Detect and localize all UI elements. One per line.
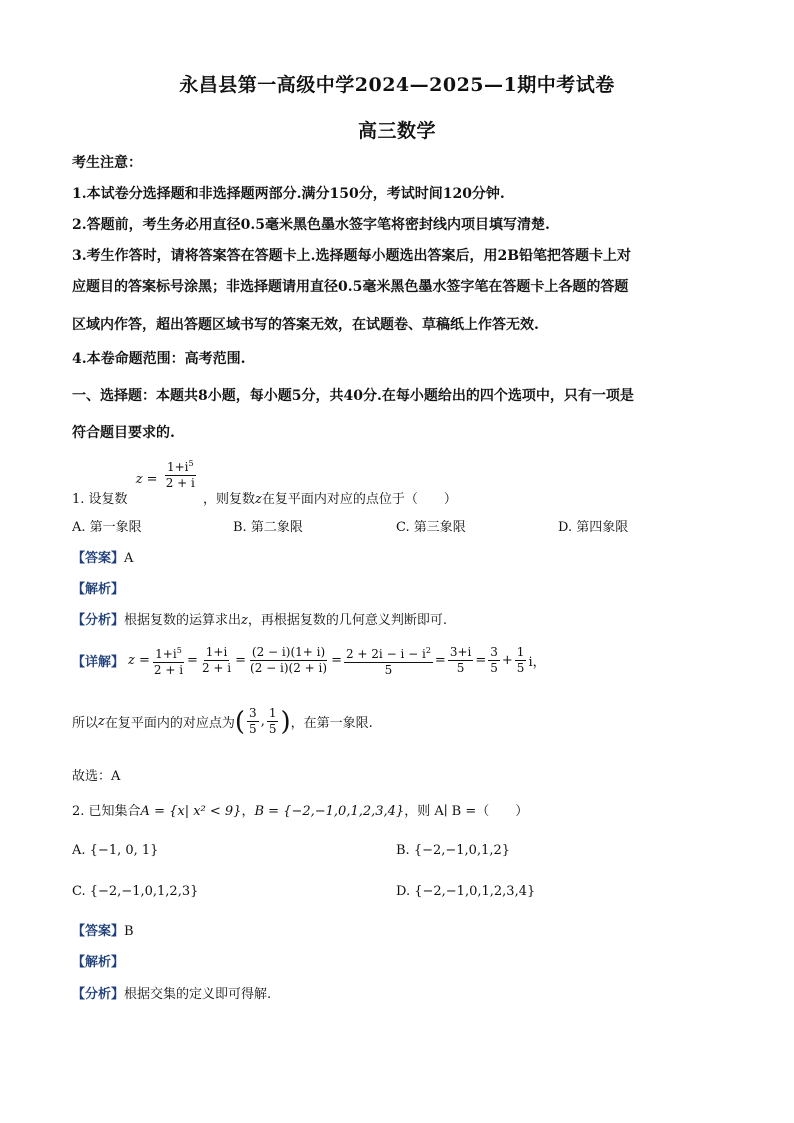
point-c: ，在第一象限. <box>290 716 373 731</box>
question-1-fenxi-a: 根据复数的运算求出 <box>124 613 242 628</box>
detail-fraction-6 <box>488 645 500 676</box>
detail-fraction-7 <box>515 645 527 676</box>
detail-fraction-7-den: 5 <box>516 661 525 675</box>
detail-tail: i， <box>528 655 546 670</box>
question-2-answer-value: B <box>124 924 134 939</box>
question-1-option-d: D. 第四象限 <box>558 520 629 535</box>
point-x-num: 3 <box>249 706 257 720</box>
detail-tag: 【详解】 <box>72 655 125 670</box>
point-z: z <box>98 714 105 729</box>
question-2-option-a: A. {−1, 0, 1} <box>72 843 159 858</box>
notice-item-3-line-2: 应题目的答案标号涂黑；非选择题请用直径0.5毫米黑色墨水签字笔在答题卡上各题的答题 <box>72 279 629 295</box>
detail-fraction-3-den: (2 − i)(2 + i) <box>250 661 328 675</box>
detail-fraction-4-num: 2 + 2i − i − i <box>345 647 426 661</box>
section-1-instructions-line-2: 符合题目要求的. <box>72 425 175 441</box>
question-1-fraction-numerator: 1+i <box>166 460 189 474</box>
question-1-z-eq: z = <box>135 472 158 487</box>
detail-fraction-1-num: 1+i <box>155 647 177 661</box>
question-1-answer-value: A <box>124 551 134 566</box>
detail-fraction-7-num: 1 <box>516 645 525 659</box>
question-1-fraction <box>164 456 197 491</box>
detail-fraction-3 <box>248 645 329 676</box>
notice-heading: 考生注意： <box>72 155 142 171</box>
question-2-fenxi-text: 根据交集的定义即可得解. <box>124 987 272 1002</box>
detail-fraction-6-den: 5 <box>490 661 498 675</box>
question-1-option-b: B. 第二象限 <box>233 520 303 535</box>
answer-tag: 【答案】 <box>72 551 125 566</box>
question-2-option-b: B. {−2,−1,0,1,2} <box>396 843 511 858</box>
question-1-fraction-exponent: 5 <box>188 459 194 468</box>
detail-fraction-1 <box>152 643 185 678</box>
detail-plus: + <box>501 653 513 668</box>
question-2-stem <box>72 800 528 819</box>
detail-fraction-4 <box>344 643 433 678</box>
detail-fraction-5-den: 5 <box>456 661 465 675</box>
point-x-den: 5 <box>249 722 257 736</box>
question-1-detail: 【详解】 z = $\frac{1+i^5}{2 + i}$ = $\frac{1+i}{2 + i}$ = $\frac{(2 - i)(1+ i)}{(2 - i)(2 + i)}$ = $\frac{2 + 2i - i - i^2}{5}$ = $\frac{3+i}{5}$ = $\frac{3}{5}$ + $\frac{1}{5}$ i， <box>72 645 546 677</box>
answer-tag: 【答案】 <box>72 924 125 939</box>
question-1-analysis-tag: 【解析】 <box>72 582 125 597</box>
question-1-option-c: C. 第三象限 <box>396 520 466 535</box>
fenxi-tag: 【分析】 <box>72 987 125 1002</box>
notice-item-4: 4.本卷命题范围：高考范围. <box>72 351 246 367</box>
question-2-comma: ， <box>241 804 255 819</box>
detail-z-eq: z = <box>128 653 150 668</box>
question-2-prefix: 2. 已知集合 <box>72 804 141 819</box>
notice-item-3-line-3: 区域内作答，超出答题区域书写的答案无效，在试题卷、草稿纸上作答无效. <box>72 317 539 333</box>
detail-fraction-4-exp: 2 <box>425 646 431 655</box>
question-1-prefix: 1. 设复数 <box>72 492 128 507</box>
question-1-choice: 故选：A <box>72 769 121 784</box>
point-x <box>247 706 259 737</box>
question-1-suffix-a: ，则复数 <box>203 492 256 507</box>
question-2-set-b: B = {−2,−1,0,1,2,3,4} <box>254 804 405 819</box>
question-2-answer <box>72 920 134 939</box>
question-1-fenxi-b: ，再根据复数的几何意义判断即可. <box>247 613 448 628</box>
question-1-option-a: A. 第一象限 <box>72 520 142 535</box>
question-2-suffix: ，则 A∣ B =（ ） <box>404 804 529 819</box>
detail-fraction-5-num: 3+i <box>449 645 472 659</box>
question-2-fenxi <box>72 983 271 1002</box>
question-1-suffix-b: 在复平面内对应的点位于（ ） <box>261 492 457 507</box>
detail-fraction-2-num: 1+i <box>205 645 228 659</box>
question-2-analysis-tag: 【解析】 <box>72 955 125 970</box>
point-y-num: 1 <box>268 706 277 720</box>
exam-subtitle: 高三数学 <box>357 120 436 142</box>
point-a: 所以 <box>72 716 99 731</box>
exam-title: 永昌县第一高级中学2024—2025—1期中考试卷 <box>179 74 615 96</box>
question-1-fenxi <box>72 609 447 628</box>
fenxi-tag: 【分析】 <box>72 613 125 628</box>
detail-fraction-4-den: 5 <box>384 663 393 677</box>
question-1-fenxi-z: z <box>241 613 248 628</box>
section-1-instructions-line-1: 一、选择题：本题共8小题，每小题5分，共40分.在每小题给出的四个选项中，只有一项是 <box>72 388 634 404</box>
question-1-stem <box>72 456 457 507</box>
point-b: 在复平面内的对应点为 <box>104 716 235 731</box>
question-1-z-var: z <box>255 492 262 507</box>
notice-item-2: 2.答题前，考生务必用直径0.5毫米黑色墨水签字笔将密封线内项目填写清楚. <box>72 217 550 233</box>
question-1-fraction-denominator: 2 + i <box>165 476 195 490</box>
notice-item-3-line-1: 3.考生作答时，请将答案答在答题卡上.选择题每小题选出答案后，用2B铅笔把答题卡上对 <box>72 248 632 264</box>
question-2-set-a: A = {x| x² < 9} <box>140 804 242 819</box>
question-1-point: 所以 z 在复平面内的对应点为 ( $\frac{3}{5}$ , $\frac{1}{5}$ ) ，在第一象限. <box>72 706 373 737</box>
detail-fraction-2-den: 2 + i <box>201 661 232 675</box>
detail-fraction-6-num: 3 <box>490 645 498 659</box>
detail-fraction-1-den: 2 + i <box>153 663 184 677</box>
detail-fraction-5 <box>448 645 474 676</box>
detail-fraction-2 <box>200 645 233 676</box>
point-y <box>267 706 279 737</box>
detail-fraction-1-exp: 5 <box>176 646 182 655</box>
detail-fraction-3-num: (2 − i)(1+ i) <box>251 645 326 659</box>
question-1-answer <box>72 547 133 566</box>
point-y-den: 5 <box>268 722 277 736</box>
notice-item-1: 1.本试卷分选择题和非选择题两部分.满分150分，考试时间120分钟. <box>72 186 505 202</box>
question-2-option-c: C. {−2,−1,0,1,2,3} <box>72 884 199 899</box>
question-2-option-d: D. {−2,−1,0,1,2,3,4} <box>396 884 536 899</box>
